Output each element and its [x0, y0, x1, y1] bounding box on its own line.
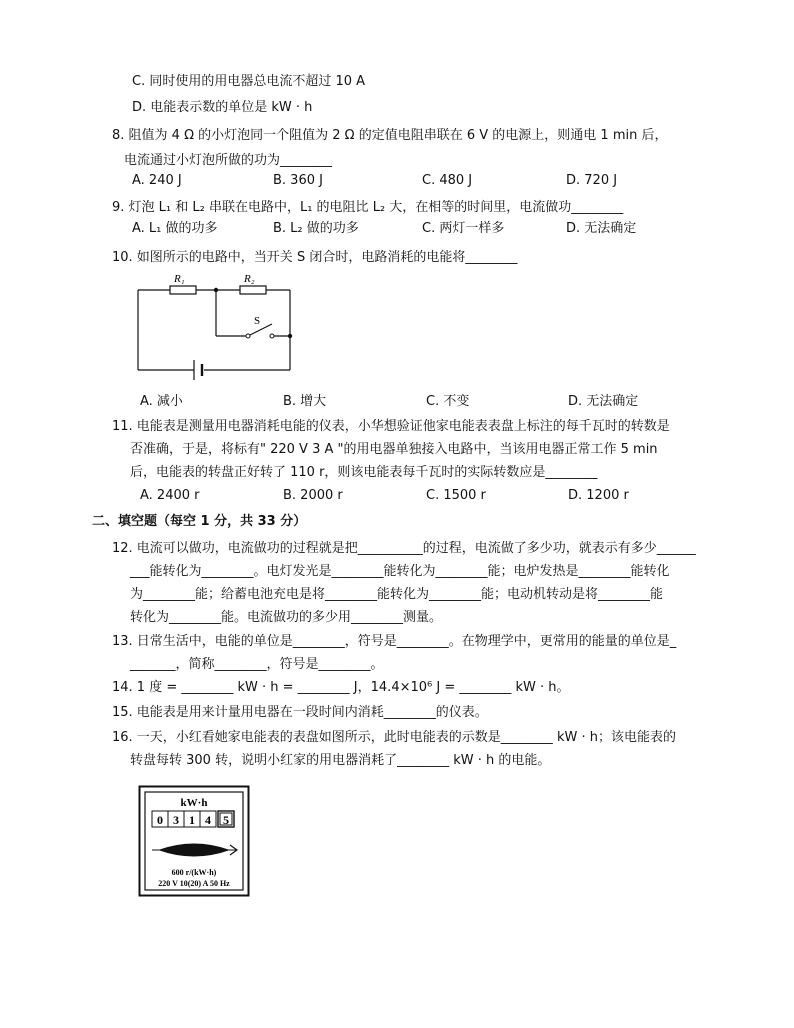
q10-option-b: B. 增大 [283, 394, 327, 409]
q10-option-d: D. 无法确定 [568, 394, 639, 409]
q10-option-a: A. 减小 [140, 394, 183, 409]
label-r2: R₂ [244, 273, 255, 285]
q11-option-d: D. 1200 r [568, 488, 629, 503]
q16-line1: 16. 一天，小红看她家电能表的表盘如图所示，此时电能表的示数是________ kW · h；该电能表的 [112, 730, 676, 745]
q9-option-b: B. L₂ 做的功多 [273, 221, 359, 236]
q12-line4: 转化为________能。电流做功的多少用________测量。 [130, 610, 443, 625]
q8-option-b: B. 360 J [273, 173, 323, 188]
q11-option-b: B. 2000 r [283, 488, 343, 503]
q12-line2: ___能转化为________。电灯发光是________能转化为________能；电炉发热是________能转化 [130, 564, 670, 579]
q11-option-c: C. 1500 r [426, 488, 486, 503]
q10-option-c: C. 不变 [426, 394, 470, 409]
circuit-diagram [130, 268, 305, 388]
meter-digit-3: 1 [189, 813, 195, 827]
meter-digit-4: 4 [205, 813, 211, 827]
meter-spec-rev: 600 r/(kW·h) [171, 868, 217, 877]
q7-option-c: C. 同时使用的用电器总电流不超过 10 A [132, 74, 366, 89]
electricity-meter [138, 785, 250, 897]
resistor-r2 [240, 286, 266, 294]
meter-spec-rating: 220 V 10(20) A 50 Hz [158, 879, 230, 888]
q8-stem-line1: 8. 阻值为 4 Ω 的小灯泡同一个阻值为 2 Ω 的定值电阻串联在 6 V 的电源上，则通电 1 min 后， [112, 128, 668, 143]
q13-line1: 13. 日常生活中，电能的单位是________，符号是________。在物理学中，更常用的能量的单位是_ [112, 634, 677, 649]
q9-option-a: A. L₁ 做的功多 [132, 221, 218, 236]
battery-icon [194, 360, 202, 380]
meter-digit-1: 0 [157, 813, 163, 827]
q8-option-d: D. 720 J [566, 173, 618, 188]
q9-option-c: C. 两灯一样多 [422, 221, 505, 236]
q12-line3: 为________能；给蓄电池充电是将________能转化为________能；电动机转动是将________能 [130, 587, 664, 602]
meter-digit-2: 3 [173, 813, 179, 827]
label-s: S [254, 315, 261, 327]
q11-option-a: A. 2400 r [140, 488, 200, 503]
q11-stem-line2: 否准确，于是，将标有" 220 V 3 A "的用电器单独接入电路中，当该用电器正常工作 5 min [130, 442, 658, 457]
q8-stem-line2: 电流通过小灯泡所做的功为________ [124, 153, 333, 168]
q8-option-a: A. 240 J [132, 173, 182, 188]
section-2-title: 二、填空题（每空 1 分，共 33 分） [92, 514, 307, 529]
q8-option-c: C. 480 J [422, 173, 473, 188]
q16-line2: 转盘每转 300 转，说明小红家的用电器消耗了________ kW · h 的电能。 [130, 753, 551, 768]
q11-stem-line3: 后，电能表的转盘正好转了 110 r，则该电能表每千瓦时的实际转数应是________ [130, 465, 598, 480]
q9-stem: 9. 灯泡 L₁ 和 L₂ 串联在电路中，L₁ 的电阻比 L₂ 大，在相等的时间里，电流做功________ [112, 200, 624, 215]
q14-line1: 14. 1 度 = ________ kW · h = ________ J，14.4×10⁶ J = ________ kW · h。 [112, 680, 570, 695]
q11-stem-line1: 11. 电能表是测量用电器消耗电能的仪表，小华想验证他家电能表表盘上标注的每千瓦时的转数是 [112, 419, 670, 434]
q10-stem: 10. 如图所示的电路中，当开关 S 闭合时，电路消耗的电能将________ [112, 250, 518, 265]
meter-unit: kW·h [180, 797, 208, 809]
q13-line2: _______，简称________，符号是________。 [130, 657, 384, 672]
q7-option-d: D. 电能表示数的单位是 kW · h [132, 100, 313, 115]
meter-digit-5: 5 [223, 813, 229, 827]
q12-line1: 12. 电流可以做功，电流做功的过程就是把__________的过程，电流做了多少功，就表示有多少______ [112, 541, 696, 556]
q15-line1: 15. 电能表是用来计量用电器在一段时间内消耗________的仪表。 [112, 705, 488, 720]
q9-option-d: D. 无法确定 [566, 221, 637, 236]
label-r1: R₁ [174, 273, 185, 285]
resistor-r1 [170, 286, 196, 294]
